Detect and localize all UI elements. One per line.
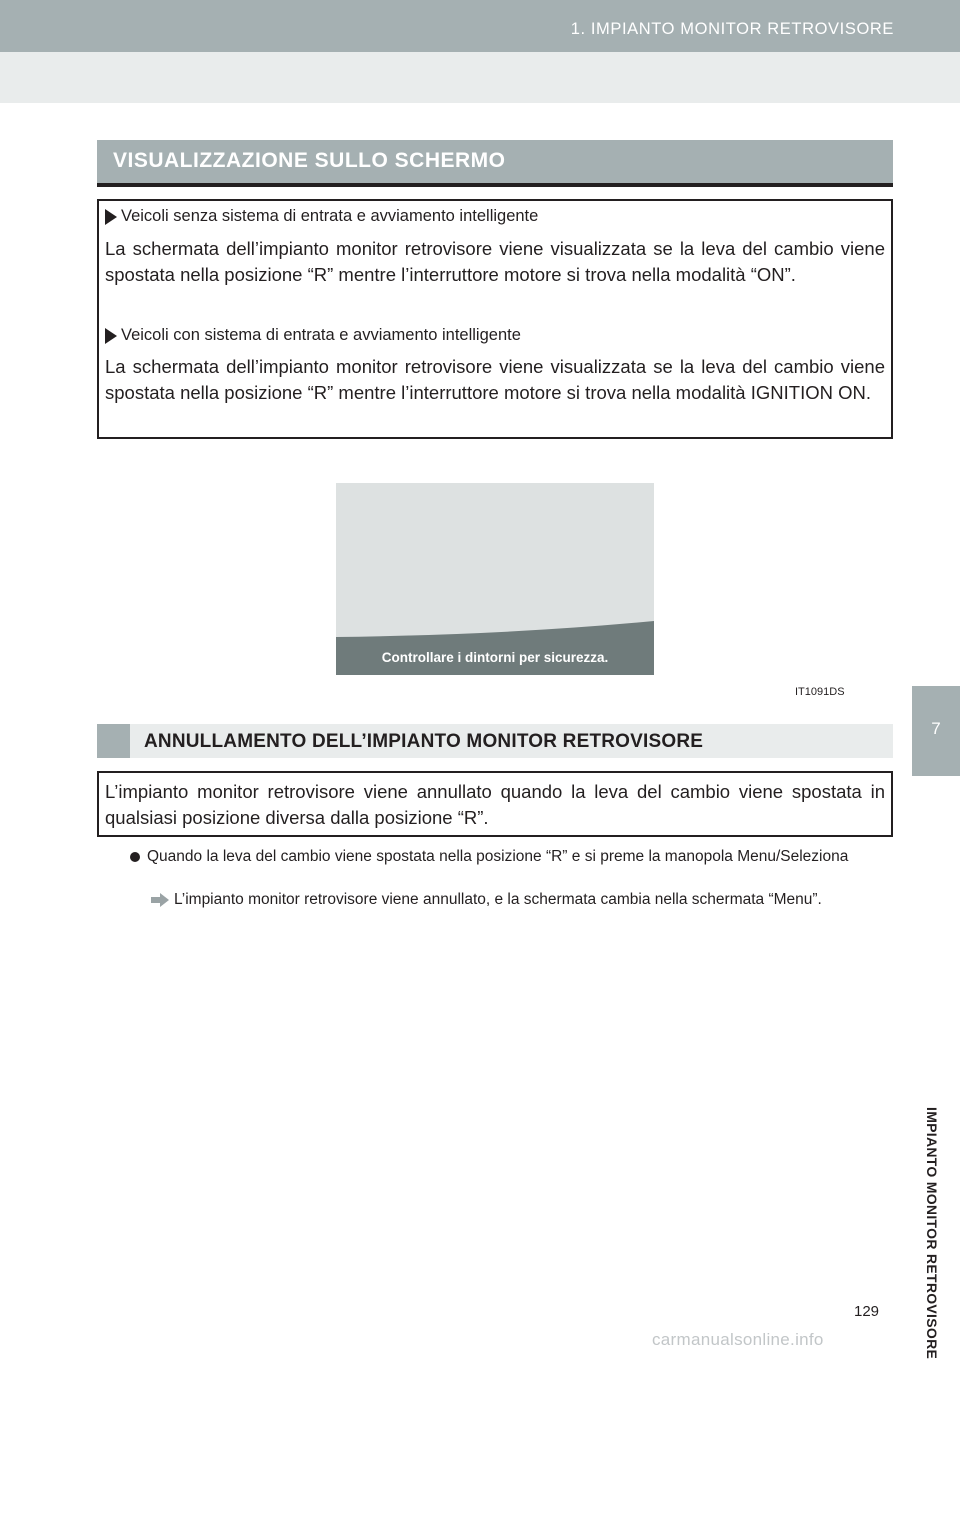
figure-code: IT1091DS [795, 686, 845, 698]
section-heading-display [97, 140, 893, 187]
triangle-bullet-icon [105, 209, 117, 225]
page-number: 129 [854, 1303, 880, 1320]
header-title: 1. IMPIANTO MONITOR RETROVISORE [570, 20, 894, 38]
arrow-right-icon [150, 892, 170, 908]
chapter-tab [912, 686, 960, 776]
monitor-screen-illustration [336, 483, 654, 675]
section-title: ANNULLAMENTO DELL’IMPIANTO MONITOR RETROVISORE [144, 731, 704, 752]
screen-curve-graphic [336, 483, 654, 675]
subheading-without-smart-key [105, 207, 538, 226]
subheading-with-smart-key [105, 326, 521, 345]
paragraph-with-smart-key: La schermata dell’impianto monitor retrovisore viene visualizzata se la leva del cambio viene spostata nella posizione “R” mentre l’interruttore motore si trova nella modalità IGNITION ON. [105, 356, 885, 403]
triangle-bullet-icon [105, 328, 117, 344]
section-marker [97, 724, 130, 758]
subheading-text: Veicoli con sistema di entrata e avviamento intelligente [121, 326, 521, 344]
info-box-display [97, 199, 893, 439]
chapter-number: 7 [931, 719, 941, 738]
watermark: carmanualsonline.info [652, 1330, 824, 1349]
section-heading-cancel [97, 724, 893, 758]
bullet-text: Quando la leva del cambio viene spostata nella posizione “R” e si preme la manopola Menu/Seleziona [147, 848, 849, 865]
paragraph-without-smart-key: La schermata dell’impianto monitor retrovisore viene visualizzata se la leva del cambio viene spostata nella posizione “R” mentre l’interruttore motore si trova nella modalità “ON”. [105, 238, 885, 285]
screen-message: Controllare i dintorni per sicurezza. [381, 650, 609, 665]
result-text: L’impianto monitor retrovisore viene annullato, e la schermata cambia nella schermata “Menu”. [174, 891, 822, 908]
header-bar [0, 0, 960, 52]
chapter-label [924, 1107, 940, 1527]
header-band [0, 52, 960, 103]
subheading-text: Veicoli senza sistema di entrata e avviamento intelligente [121, 207, 539, 225]
chapter-label-text: IMPIANTO MONITOR RETROVISORE [924, 1107, 940, 1360]
info-box-cancel [97, 771, 893, 837]
cancel-paragraph: L’impianto monitor retrovisore viene annullato quando la leva del cambio viene spostata in qualsiasi posizione diversa dalla posizione “R”. [105, 781, 885, 828]
bullet-dot-icon [130, 852, 140, 862]
section-title: VISUALIZZAZIONE SULLO SCHERMO [113, 149, 506, 172]
